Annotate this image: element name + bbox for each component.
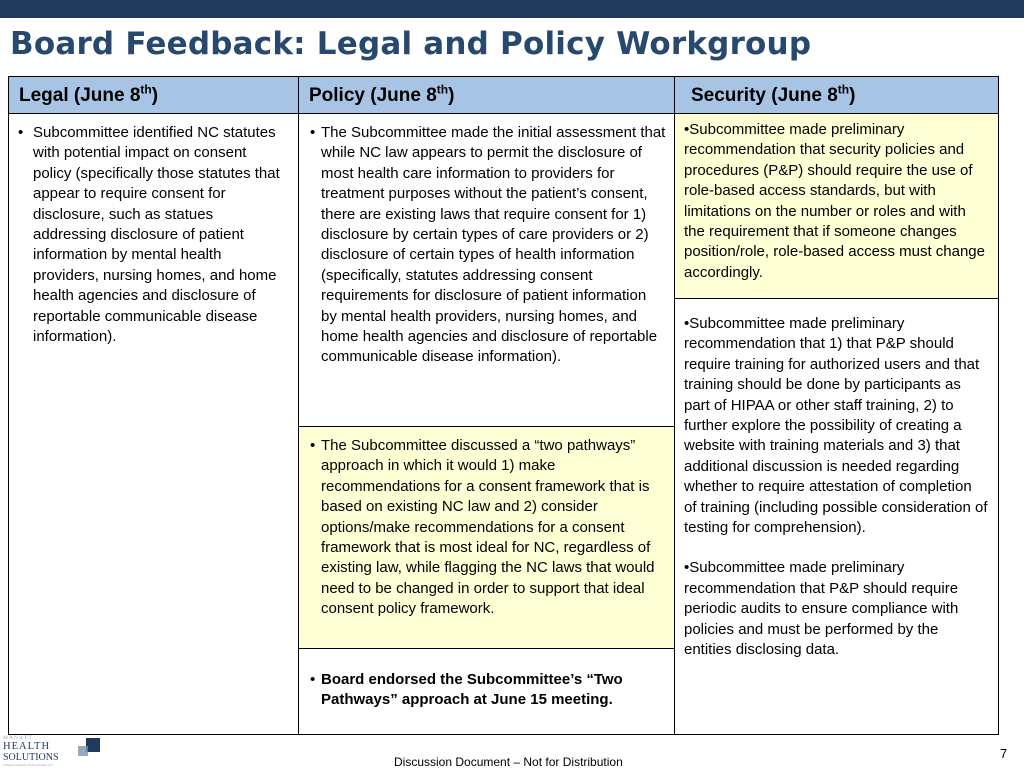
bullet-icon: • (310, 437, 316, 454)
security-text-2: •Subcommittee made preliminary recommendation that 1) that P&P should require training for authorized users and that training should be done by participants as part of HIPAA or other staff training, 2) to further explore the possibility of creating a website with training materials and 3) that additional discussion is needed regarding whether to require attestation of completion of training (including possible consideration of testing for comprehension). (684, 315, 988, 537)
policy-cell-2 (298, 426, 675, 649)
header-security-label: Security (June 8 (691, 85, 838, 106)
security-cell-1 (674, 113, 999, 299)
logo-line3: SOLUTIONS (3, 752, 59, 763)
header-policy-close: ) (448, 85, 455, 106)
policy-cell-3 (298, 648, 675, 735)
bullet-icon: • (310, 671, 316, 688)
policy-text-1: The Subcommittee made the initial assessment that while NC law appears to permit the disclosure of most health care information to providers for treatment purposes without the patient’s consent, there are existing laws that require consent for 1) disclosure by certain types of care providers or 2) disclosure of certain types of health information (specifically, statutes addressing consent requirements for disclosure of patient information by mental health providers, nursing homes, and home health agencies and disclosure of reportable communicable disease information). (321, 124, 666, 366)
header-security (674, 76, 999, 114)
bullet-icon: • (18, 124, 24, 141)
legal-cell (8, 113, 299, 735)
security-cell-2 (674, 298, 999, 735)
header-security-sup: th (837, 82, 850, 97)
bullet-icon: • (310, 124, 316, 141)
header-legal-sup: th (140, 82, 152, 97)
header-policy (298, 76, 675, 114)
policy-item-2 (301, 436, 666, 620)
header-legal (8, 76, 299, 114)
manatt-logo (0, 728, 110, 768)
page-title: Board Feedback: Legal and Policy Workgroup (10, 26, 812, 62)
security-text-3: •Subcommittee made preliminary recommendation that P&P should require periodic audits to ensure compliance with policies and must be performed by the entities disclosing data. (684, 559, 959, 659)
table-header (8, 76, 999, 114)
header-security-close: ) (849, 85, 856, 106)
header-legal-close: ) (151, 85, 159, 106)
page-number: 7 (1000, 746, 1008, 761)
logo-line2: HEALTH (3, 741, 51, 752)
logo-square-dark (86, 738, 100, 752)
policy-cell-1 (298, 113, 675, 427)
logo-tagline: A Division of Manatt, Phelps & Phillips, LLP (3, 764, 53, 767)
legal-item (11, 123, 288, 347)
top-banner (0, 0, 1024, 18)
security-text-1: •Subcommittee made preliminary recommendation that security policies and procedures (P&P) should require the use of role-based access standards, but with limitations on the number or roles and with the requirement that if someone changes position/role, role-based access must change accordingly. (684, 121, 985, 281)
policy-item-3 (301, 670, 666, 711)
header-policy-sup: th (436, 82, 449, 97)
header-legal-label: Legal (June 8 (19, 85, 141, 106)
footer-note: Discussion Document – Not for Distribution (394, 755, 623, 769)
policy-item-1 (301, 123, 666, 368)
logo-line1: M A N A T T (3, 735, 32, 741)
policy-text-3: Board endorsed the Subcommittee’s “Two Pathways” approach at June 15 meeting. (321, 671, 623, 709)
header-policy-label: Policy (June 8 (309, 85, 437, 106)
legal-text: Subcommittee identified NC statutes with potential impact on consent policy (specifically those statutes that appear to require consent for disclosure, such as statues addressing disclosure of patient information by mental health providers, nursing homes, and home health agencies and disclosure of reportable communicable disease information). (33, 124, 280, 346)
logo-square-light (78, 746, 88, 756)
policy-text-2: The Subcommittee discussed a “two pathways” approach in which it would 1) make recommendations for a consent framework that is based on existing NC law and 2) consider options/make recommendations for a consent framework that is most ideal for NC, regardless of existing law, while flagging the NC laws that would need to be changed in order to support that ideal consent policy framework. (321, 437, 655, 618)
